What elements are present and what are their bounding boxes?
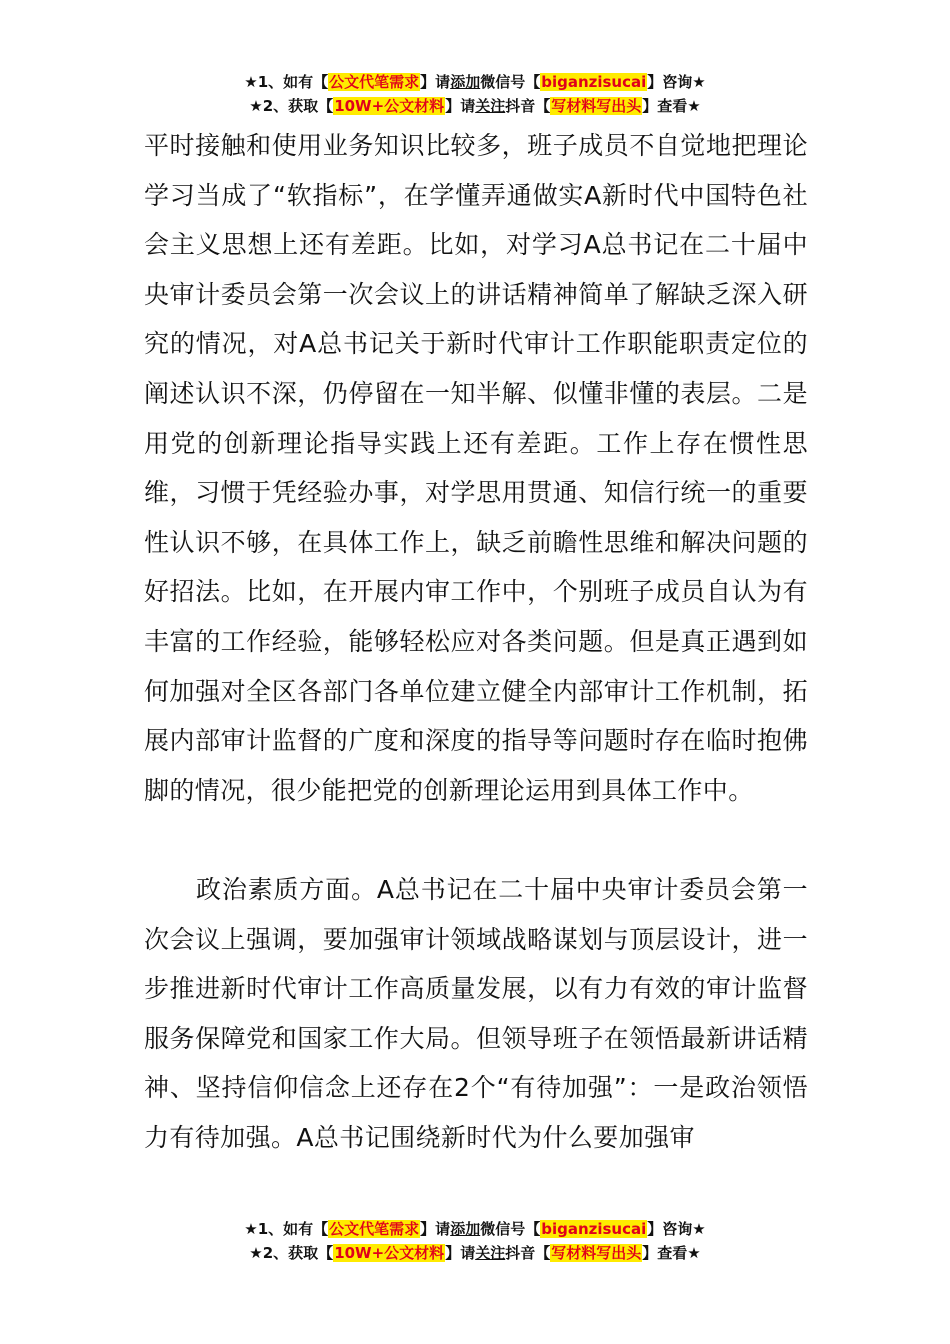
banner-line-2: [0, 94, 950, 118]
banner-highlight: 公文代笔需求: [329, 73, 420, 91]
banner-line-2: [0, 1241, 950, 1265]
banner-line-1: [0, 1217, 950, 1241]
banner-highlight: 写材料写出头: [551, 1244, 642, 1262]
banner-text: 】请: [445, 97, 476, 115]
paragraph-2: 政治素质方面。A总书记在二十届中央审计委员会第一次会议上强调，要加强审计领域战略谋划与顶层设计，进一步推进新时代审计工作高质量发展，以有力有效的审计监督服务保障党和国家工作大局。但领导班子在领悟最新讲话精神、坚持信仰信念上还存在2个“有待加强”：一是政治领悟力有待加强。A总书记围绕新时代为什么要加强审: [144, 874, 808, 1152]
banner-emphasis: 添加: [450, 73, 481, 91]
banner-text: 】咨询★: [647, 73, 706, 91]
banner-highlight: biganzisucai: [541, 1220, 647, 1238]
document-body: [144, 121, 808, 1162]
banner-highlight: 公文代笔需求: [329, 1220, 420, 1238]
banner-text: ★2、获取【: [249, 97, 334, 115]
banner-text: 】查看★: [642, 1244, 701, 1262]
banner-text: 微信号【: [480, 1220, 541, 1238]
banner-emphasis: 关注: [475, 97, 506, 115]
paragraph-1: 平时接触和使用业务知识比较多，班子成员不自觉地把理论学习当成了“软指标”，在学懂弄通做实A新时代中国特色社会主义思想上还有差距。比如，对学习A总书记在二十届中央审计委员会第一次会议上的讲话精神简单了解缺乏深入研究的情况，对A总书记关于新时代审计工作职能职责定位的阐述认识不深，仍停留在一知半解、似懂非懂的表层。二是用党的创新理论指导实践上还有差距。工作上存在惯性思维，习惯于凭经验办事，对学思用贯通、知信行统一的重要性认识不够，在具体工作上，缺乏前瞻性思维和解决问题的好招法。比如，在开展内审工作中，个别班子成员自认为有丰富的工作经验，能够轻松应对各类问题。但是真正遇到如何加强对全区各部门各单位建立健全内部审计工作机制，拓展内部审计监督的广度和深度的指导等问题时存在临时抱佛脚的情况，很少能把党的创新理论运用到具体工作中。: [144, 131, 808, 805]
banner-text: ★2、获取【: [249, 1244, 334, 1262]
banner-line-1: [0, 70, 950, 94]
banner-highlight: biganzisucai: [541, 73, 647, 91]
banner-text: ★1、如有【: [244, 1220, 329, 1238]
banner-emphasis: 关注: [475, 1244, 506, 1262]
banner-text: 】请: [445, 1244, 476, 1262]
banner-text: 微信号【: [480, 73, 541, 91]
banner-text: 抖音【: [505, 97, 551, 115]
banner-emphasis: 添加: [450, 1220, 481, 1238]
banner-highlight: 10W+公文材料: [334, 1244, 445, 1262]
footer-banner: [0, 1217, 950, 1265]
banner-text: 】请: [420, 73, 451, 91]
banner-highlight: 写材料写出头: [551, 97, 642, 115]
banner-text: 】请: [420, 1220, 451, 1238]
banner-highlight: 10W+公文材料: [334, 97, 445, 115]
banner-text: 抖音【: [505, 1244, 551, 1262]
banner-text: 】查看★: [642, 97, 701, 115]
banner-text: 】咨询★: [647, 1220, 706, 1238]
header-banner: [0, 70, 950, 118]
banner-text: ★1、如有【: [244, 73, 329, 91]
